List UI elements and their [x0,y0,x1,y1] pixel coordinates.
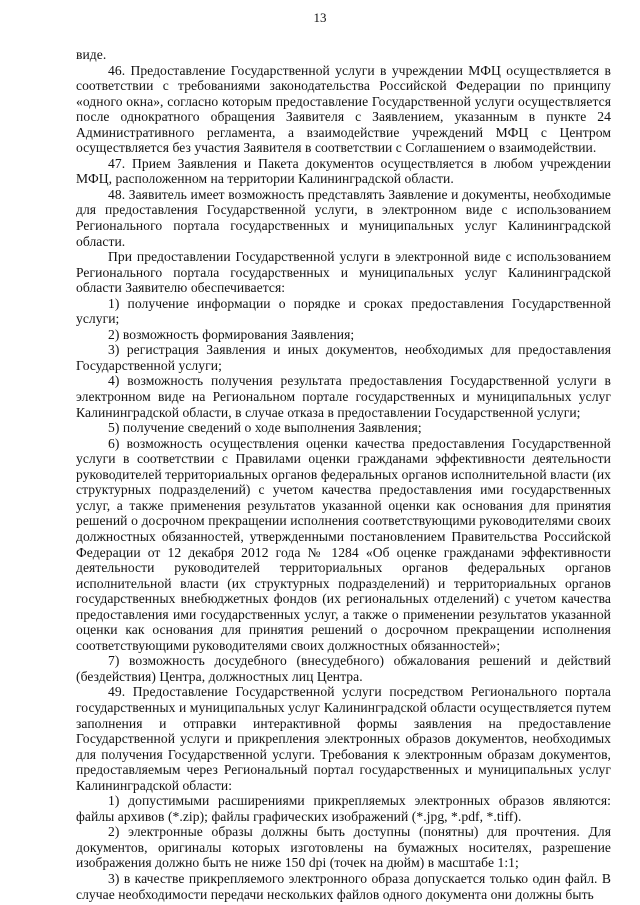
list-item-6: 6) возможность осуществления оценки качества предоставления Государственной услуги в соответствии с Правилами оценки гражданами эффективности деятельности руководителей территориальных органов федеральных органов исполнительной власти (их структурных подразделений) с учетом качества предоставления ими государственных услуг, а также применения результатов указанной оценки как основания для принятия решений о досрочном прекращении исполнения соответствующими руководителями своих должностных обязанностей, утвержденными постановлением Правительства Российской Федерации от 12 декабря 2012 года № 1284 «Об оценке гражданами эффективности деятельности руководителей территориальных органов федеральных органов исполнительной власти (их структурных подразделений) и территориальных органов государственных внебюджетных фондов (их региональных отделений) с учетом качества предоставления ими государственных услуг, а также о применении результатов указанной оценки как основания для принятия решений о досрочном прекращении исполнения соответствующими руководителями своих должностных обязанностей»; [76,435,611,653]
paragraph-continuation: виде. [76,47,107,62]
requirement-item-3: 3) в качестве прикрепляемого электронного образа допускается только один файл. В случае необходимости передачи нескольких файлов одного документа они должны быть [76,870,611,902]
list-item-7: 7) возможность досудебного (внесудебного) обжалования решений и действий (бездействия) Центра, должностных лиц Центра. [76,653,611,684]
paragraph-46: 46. Предоставление Государственной услуги в учреждении МФЦ осуществляется в соответствии с требованиями законодательства Российской Федерации по принципу «одного окна», согласно которым предоставление Государственной услуги осуществляется после однократного обращения Заявителя с Заявлением, указанным в пункте 24 Административного регламента, а взаимодействие учреждений МФЦ с Центром осуществляется без участия Заявителя в соответствии с Соглашением о взаимодействии. [76,62,611,156]
list-item-5: 5) получение сведений о ходе выполнения Заявления; [108,420,422,436]
list-item-1: 1) получение информации о порядке и сроках предоставления Государственной услуги; [76,295,611,327]
paragraph-47: 47. Прием Заявления и Пакета документов осуществляется в любом учреждении МФЦ, расположенном на территории Калининградской области. [76,155,611,187]
paragraph-48: 48. Заявитель имеет возможность представлять Заявление и документы, необходимые для предоставления Государственной услуги, в электронном виде с использованием Регионального портала государственных и муниципальных услуг Калининградской области. [76,186,611,249]
document-body [76,47,611,902]
requirement-item-1: 1) допустимыми расширениями прикрепляемых электронных образов являются: файлы архивов (*.zip); файлы графических изображений (*.jpg, *.pdf, *.tiff). [76,793,611,824]
list-item-4: 4) возможность получения результата предоставления Государственной услуги в электронном виде на Региональном портале государственных и муниципальных услуг Калининградской области, в случае отказа в предоставлении Государственной услуги; [76,373,611,420]
requirement-item-2: 2) электронные образы должны быть доступны (понятны) для прочтения. Для документов, оригиналы которых изготовлены на бумажных носителях, разрешение изображения должно быть не ниже 150 dpi (точек на дюйм) в масштабе 1:1; [76,824,611,871]
list-item-3: 3) регистрация Заявления и иных документов, необходимых для предоставления Государственной услуги; [76,342,611,373]
page-number: 13 [313,10,327,25]
paragraph-49: 49. Предоставление Государственной услуги посредством Регионального портала государственных и муниципальных услуг Калининградской области осуществляется путем заполнения и отправки интерактивной формы заявления на предоставление Государственной услуги и прикрепления электронных образов документов, необходимых для получения Государственной услуги. Требования к электронным образам документов, предоставляемым через Региональный портал государственных и муниципальных услуг Калининградской области: [76,684,611,793]
paragraph-electronic-intro: При предоставлении Государственной услуги в электронной виде с использованием Регионального портала государственных и муниципальных услуг Калининградской области Заявителю обеспечивается: [76,249,611,296]
list-item-2: 2) возможность формирования Заявления; [108,326,355,342]
